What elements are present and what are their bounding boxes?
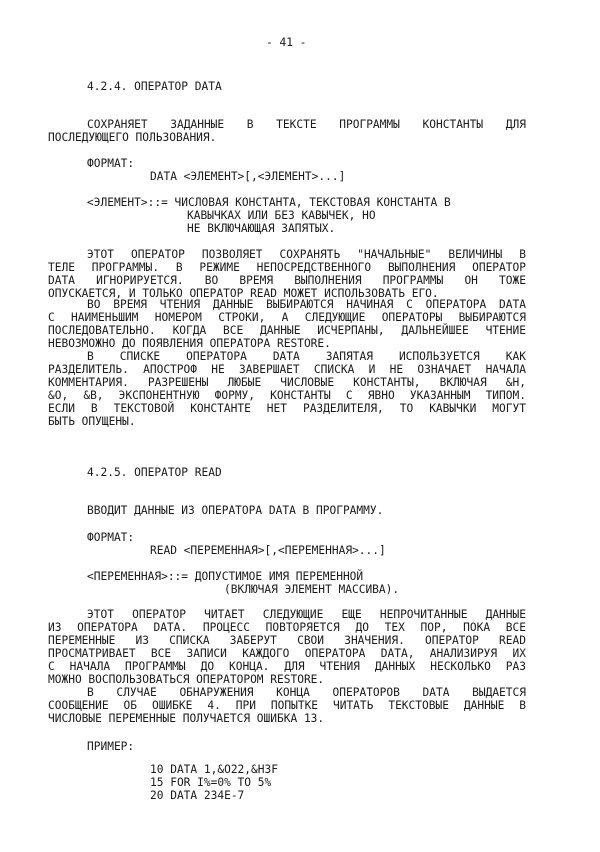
read-body-line-7: В СЛУЧАЕ ОБНАРУЖЕНИЯ КОНЦА ОПЕРАТОРОВ DATA ВЫДАЕТСЯ: [87, 686, 526, 699]
data-format-syntax: DATA <ЭЛЕМЕНТ>[,<ЭЛЕМЕНТ>...]: [150, 170, 346, 183]
read-variable-def-line-2: (ВКЛЮЧАЯ ЭЛЕМЕНТ МАССИВА).: [224, 583, 400, 596]
read-body-line-1: ЭТОТ ОПЕРАТОР ЧИТАЕТ СЛЕДУЮЩИЕ ЕЩЕ НЕПРОЧИТАННЫЕ ДАННЫЕ: [87, 608, 526, 621]
data-element-def-line-1: <ЭЛЕМЕНТ>::= ЧИСЛОВАЯ КОНСТАНТА, ТЕКСТОВАЯ КОНСТАНТА В: [87, 196, 451, 209]
data-body-line-2: ТЕЛЕ ПРОГРАММЫ. В РЕЖИМЕ НЕПОСРЕДСТВЕННОГО ВЫПОЛНЕНИЯ ОПЕРАТОР: [48, 261, 526, 274]
section-heading-read: 4.2.5. ОПЕРАТОР READ: [87, 466, 222, 479]
data-body-line-9: В СПИСКЕ ОПЕРАТОРА DATA ЗАПЯТАЯ ИСПОЛЬЗУЕТСЯ КАК: [87, 350, 526, 363]
code-line: 20 DATA 234E-7: [150, 789, 245, 802]
code-line: 10 DATA 1,&O22,&H3F: [150, 763, 278, 776]
read-body-line-4: ПРОСМАТРИВАЕТ ВСЕ ЗАПИСИ КАЖДОГО ОПЕРАТОРА DATA, АНАЛИЗИРУЯ ИХ: [48, 647, 526, 660]
data-intro-line-1: СОХРАНЯЕТ ЗАДАННЫЕ В ТЕКСТЕ ПРОГРАММЫ КОНСТАНТЫ ДЛЯ: [87, 118, 526, 131]
read-intro: ВВОДИТ ДАННЫЕ ИЗ ОПЕРАТОРА DATA В ПРОГРАММУ.: [87, 504, 384, 517]
read-variable-def-line-1: <ПЕРЕМЕННАЯ>::= ДОПУСТИМОЕ ИМЯ ПЕРЕМЕННОЙ: [87, 570, 364, 583]
read-body-line-6: МОЖНО ВОСПОЛЬЗОВАТЬСЯ ОПЕРАТОРОМ RESTORE.: [48, 673, 325, 686]
data-body-line-3: DATA ИГНОРИРУЕТСЯ. ВО ВРЕМЯ ВЫПОЛНЕНИЯ ПРОГРАММЫ ОН ТОЖЕ: [48, 274, 526, 287]
read-example-label: ПРИМЕР:: [87, 740, 135, 753]
data-body-line-7: ПОСЛЕДОВАТЕЛЬНО. КОГДА ВСЕ ДАННЫЕ ИСЧЕРПАНЫ, ДАЛЬНЕЙШЕЕ ЧТЕНИЕ: [48, 324, 526, 337]
section-heading-data: 4.2.4. ОПЕРАТОР DATA: [87, 80, 222, 93]
data-body-line-1: ЭТОТ ОПЕРАТОР ПОЗВОЛЯЕТ СОХРАНЯТЬ "НАЧАЛЬНЫЕ" ВЕЛИЧИНЫ В: [87, 248, 526, 261]
page-number: - 41 -: [266, 36, 307, 49]
read-body-line-8: СООБЩЕНИЕ ОБ ОШИБКЕ 4. ПРИ ПОПЫТКЕ ЧИТАТЬ ТЕКСТОВЫЕ ДАННЫЕ В: [48, 699, 526, 712]
read-body-line-5: С НАЧАЛА ПРОГРАММЫ ДО КОНЦА. ДЛЯ ЧТЕНИЯ ДАННЫХ НЕСКОЛЬКО РАЗ: [48, 660, 526, 673]
data-body-line-12: &O, &B, ЭКСПОНЕНТНУЮ ФОРМУ, КОНСТАНТЫ С ЯВНО УКАЗАННЫМ ТИПОМ.: [48, 389, 526, 402]
data-body-line-5: ВО ВРЕМЯ ЧТЕНИЯ ДАННЫЕ ВЫБИРАЮТСЯ НАЧИНАЯ С ОПЕРАТОРА DATA: [87, 298, 526, 311]
data-body-line-14: БЫТЬ ОПУЩЕНЫ.: [48, 415, 136, 428]
data-body-line-10: РАЗДЕЛИТЕЛЬ. АПОСТРОФ НЕ ЗАВЕРШАЕТ СПИСКА И НЕ ОЗНАЧАЕТ НАЧАЛА: [48, 363, 526, 376]
data-body-line-13: ЕСЛИ В ТЕКСТОВОЙ КОНСТАНТЕ НЕТ РАЗДЕЛИТЕЛЯ, ТО КАВЫЧКИ МОГУТ: [48, 402, 526, 415]
data-body-line-4: ОПУСКАЕТСЯ, И ТОЛЬКО ОПЕРАТОР READ МОЖЕТ ИСПОЛЬЗОВАТЬ ЕГО.: [48, 287, 439, 300]
data-body-line-6: С НАИМЕНЬШИМ НОМЕРОМ СТРОКИ, А СЛЕДУЮЩИЕ ОПЕРАТОРЫ ВЫБИРАЮТСЯ: [48, 311, 526, 324]
data-intro-line-2: ПОСЛЕДУЮЩЕГО ПОЛЬЗОВАНИЯ.: [48, 131, 217, 144]
code-line: 15 FOR I%=0% TO 5%: [150, 776, 272, 789]
data-element-def-line-3: НЕ ВКЛЮЧАЮЩАЯ ЗАПЯТЫХ.: [187, 222, 336, 235]
data-body-line-11: КОММЕНТАРИЯ. РАЗРЕШЕНЫ ЛЮБЫЕ ЧИСЛОВЫЕ КОНСТАНТЫ, ВКЛЮЧАЯ &H,: [48, 376, 526, 389]
data-format-label: ФОРМАТ:: [87, 157, 135, 170]
data-body-line-8: НЕВОЗМОЖНО ДО ПОЯВЛЕНИЯ ОПЕРАТОРА RESTORE.: [48, 337, 331, 350]
read-body-line-2: ИЗ ОПЕРАТОРА DATA. ПРОЦЕСС ПОВТОРЯЕТСЯ ДО ТЕХ ПОР, ПОКА ВСЕ: [48, 621, 526, 634]
read-format-label: ФОРМАТ:: [87, 531, 135, 544]
read-body-line-3: ПЕРЕМЕННЫЕ ИЗ СПИСКА ЗАБЕРУТ СВОИ ЗНАЧЕНИЯ. ОПЕРАТОР READ: [48, 634, 526, 647]
read-format-syntax: READ <ПЕРЕМЕННАЯ>[,<ПЕРЕМЕННАЯ>...]: [150, 544, 386, 557]
data-element-def-line-2: КАВЫЧКАХ ИЛИ БЕЗ КАВЫЧЕК, НО: [187, 209, 376, 222]
read-body-line-9: ЧИСЛОВЫЕ ПЕРЕМЕННЫЕ ПОЛУЧАЕТСЯ ОШИБКА 13.: [48, 712, 325, 725]
